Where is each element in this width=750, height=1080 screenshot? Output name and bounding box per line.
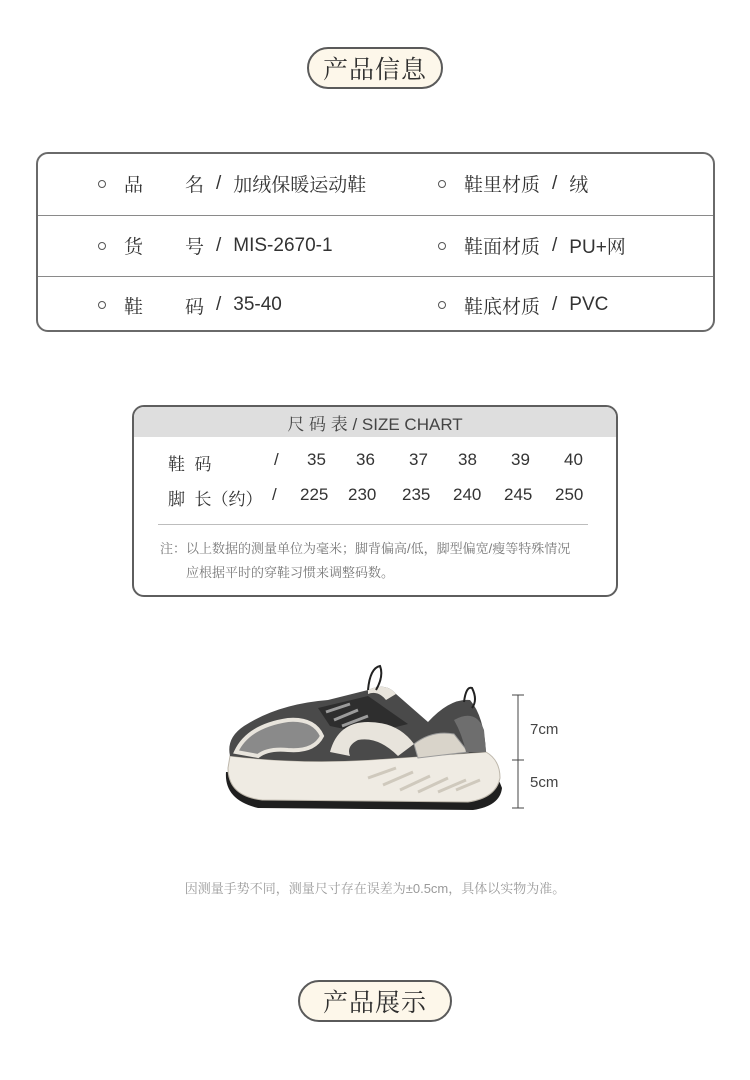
info-label: 货号 <box>124 237 204 258</box>
size-row-lengths <box>134 485 616 509</box>
size-chart <box>132 405 618 597</box>
info-label: 鞋码 <box>124 296 204 318</box>
sole-height-label: 5cm <box>530 774 559 791</box>
size-note-line: 应根据平时的穿鞋习惯来调整码数。 <box>186 565 395 580</box>
shoe-image <box>218 660 508 820</box>
info-value: 35-40 <box>233 294 282 315</box>
info-value: MIS-2670-1 <box>233 234 333 256</box>
size-separator: / <box>272 485 277 504</box>
shoe-pull-loop <box>368 666 381 690</box>
size-cell: 39 <box>511 450 530 469</box>
bullet-icon <box>438 242 446 250</box>
info-row <box>38 276 713 333</box>
measurement-caption: 因测量手势不同，测量尺寸存在误差为±0.5cm，具体以实物为准。 <box>184 881 566 896</box>
size-chart-title: 尺 码 表 / SIZE CHART <box>134 407 616 437</box>
size-cell: 35 <box>307 450 326 469</box>
length-cell: 225 <box>300 485 329 504</box>
upper-height-label: 7cm <box>530 721 559 738</box>
info-separator: / <box>552 172 558 194</box>
bullet-icon <box>98 180 106 188</box>
bullet-icon <box>98 301 106 309</box>
info-cell <box>438 292 608 319</box>
info-row <box>38 154 713 213</box>
info-cell <box>98 170 366 197</box>
info-value: 加绒保暖运动鞋 <box>233 175 367 196</box>
length-cell: 250 <box>555 485 584 504</box>
info-cell <box>438 232 626 259</box>
size-chart-divider <box>158 524 588 525</box>
info-value: PU+网 <box>569 237 626 258</box>
length-cell: 245 <box>504 485 533 504</box>
info-separator: / <box>552 294 558 315</box>
size-note <box>160 537 600 585</box>
bullet-icon <box>438 301 446 309</box>
size-row-label: 脚 长（约） <box>168 490 263 509</box>
length-cell: 235 <box>402 485 431 504</box>
info-value: 绒 <box>569 175 589 196</box>
section-title-product-display: 产品展示 <box>298 980 452 1022</box>
section-title-product-info: 产品信息 <box>307 47 443 89</box>
bullet-icon <box>98 242 106 250</box>
info-value: PVC <box>569 294 609 315</box>
size-cell: 37 <box>409 450 428 469</box>
info-label: 鞋面材质 <box>464 237 541 258</box>
info-label: 鞋底材质 <box>464 296 541 318</box>
length-cell: 240 <box>453 485 482 504</box>
size-separator: / <box>274 450 279 469</box>
info-separator: / <box>216 294 222 315</box>
info-separator: / <box>552 234 558 256</box>
info-cell <box>438 170 588 197</box>
size-note-line: 注：以上数据的测量单位为毫米；脚背偏高/低，脚型偏宽/瘦等特殊情况 <box>160 541 571 556</box>
size-cell: 40 <box>564 450 583 469</box>
info-row <box>38 215 713 275</box>
info-separator: / <box>216 234 222 256</box>
length-cell: 230 <box>348 485 377 504</box>
info-separator: / <box>216 172 222 194</box>
size-cell: 36 <box>356 450 375 469</box>
info-label: 鞋里材质 <box>464 175 541 196</box>
bullet-icon <box>438 180 446 188</box>
height-measure <box>500 690 580 815</box>
info-label: 品名 <box>124 175 204 196</box>
size-row-sizes <box>134 450 616 474</box>
size-cell: 38 <box>458 450 477 469</box>
info-cell <box>98 232 333 259</box>
product-info-table <box>36 152 715 332</box>
size-row-label: 鞋 码 <box>168 455 212 474</box>
info-cell <box>98 292 282 319</box>
